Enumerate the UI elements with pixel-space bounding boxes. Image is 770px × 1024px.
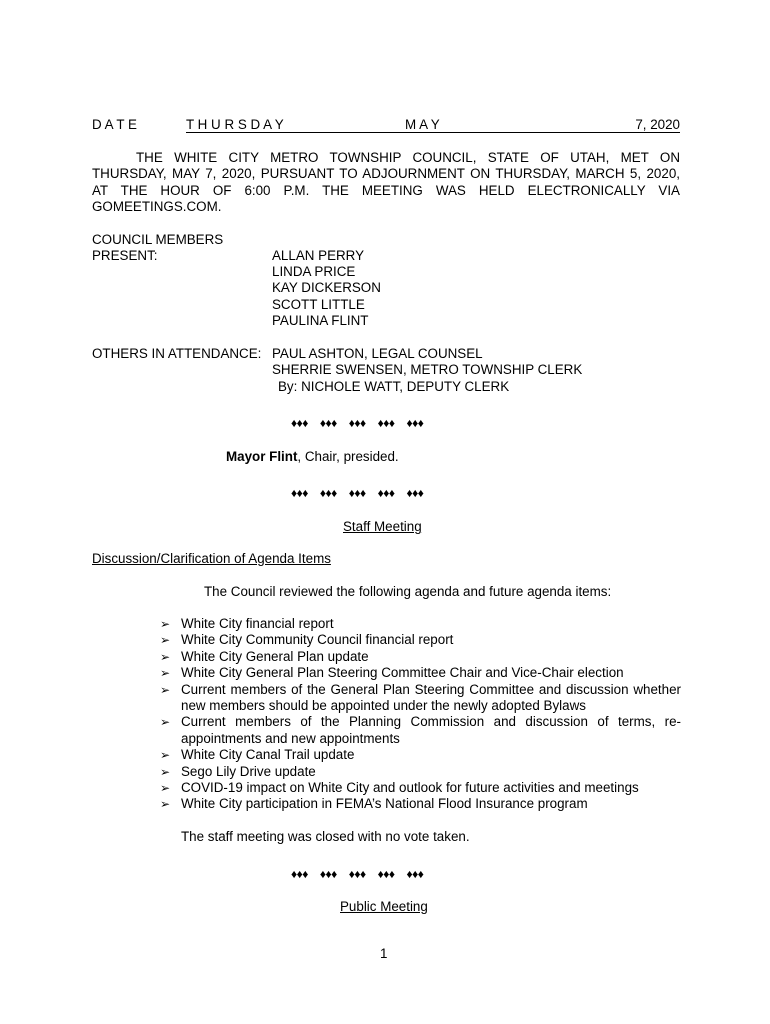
agenda-item-text: White City financial report: [181, 616, 334, 631]
council-label-1: COUNCIL MEMBERS: [92, 232, 224, 247]
date-line: [92, 117, 680, 135]
others-attendee: SHERRIE SWENSEN, METRO TOWNSHIP CLERK: [272, 362, 583, 377]
intro-paragraph: [92, 150, 680, 216]
agenda-list: [160, 616, 681, 813]
page-number: 1: [380, 946, 388, 961]
others-attendee: By: NICHOLE WATT, DEPUTY CLERK: [278, 379, 510, 394]
arrow-bullet-icon: ➢: [160, 633, 171, 648]
agenda-item-text: appointments and new appointments: [181, 730, 400, 746]
date-day-underline: [186, 132, 294, 133]
agenda-item-text: White City Community Council financial report: [181, 632, 454, 648]
diamond-group: ♦♦♦: [377, 867, 395, 881]
agenda-item: [160, 649, 681, 665]
council-member: KAY DICKERSON: [272, 280, 381, 295]
diamond-separator: [291, 485, 435, 501]
council-member: LINDA PRICE: [272, 264, 356, 279]
diamond-group: ♦♦♦: [377, 416, 395, 430]
diamond-group: ♦♦♦: [319, 867, 337, 881]
council-member: ALLAN PERRY: [272, 248, 365, 263]
arrow-bullet-icon: ➢: [160, 748, 171, 763]
arrow-bullet-icon: ➢: [160, 666, 171, 681]
agenda-item-text: White City Canal Trail update: [181, 747, 355, 763]
intro-line: THURSDAY, MAY 7, 2020, PURSUANT TO ADJOURNMENT ON THURSDAY, MARCH 5, 2020,: [92, 166, 680, 182]
intro-line: GOMEETINGS.COM.: [92, 199, 222, 215]
council-member: SCOTT LITTLE: [272, 297, 365, 312]
agenda-item-text: White City participation in FEMA’s National Flood Insurance program: [181, 796, 588, 812]
agenda-item: [160, 747, 681, 763]
diamond-separator: [291, 866, 435, 882]
diamond-group: ♦♦♦: [377, 486, 395, 500]
diamond-group: ♦♦♦: [319, 486, 337, 500]
presided-line: [226, 449, 399, 465]
discussion-heading: Discussion/Clarification of Agenda Items: [92, 551, 331, 566]
arrow-bullet-icon: ➢: [160, 617, 171, 631]
arrow-bullet-icon: ➢: [160, 797, 171, 812]
presiding-name: Mayor Flint: [226, 449, 298, 464]
diamond-group: ♦♦♦: [291, 867, 308, 881]
diamond-group: ♦♦♦: [348, 867, 366, 881]
agenda-item: [160, 714, 681, 747]
diamond-group: ♦♦♦: [406, 416, 424, 430]
intro-line: THE WHITE CITY METRO TOWNSHIP COUNCIL, STATE OF UTAH, MET ON: [136, 150, 680, 165]
agenda-item: [160, 796, 681, 812]
diamond-group: ♦♦♦: [291, 486, 308, 500]
arrow-bullet-icon: ➢: [160, 781, 171, 796]
agenda-item: [160, 780, 681, 796]
agenda-item-text: new members should be appointed under the newly adopted Bylaws: [181, 698, 586, 714]
date-month: M A Y: [405, 117, 440, 132]
staff-meeting-heading: Staff Meeting: [343, 519, 422, 534]
diamond-separator: [291, 415, 435, 431]
date-underline: [294, 132, 680, 133]
arrow-bullet-icon: ➢: [160, 649, 171, 664]
closing-text: The staff meeting was closed with no vote taken.: [181, 829, 470, 844]
council-label-2: PRESENT:: [92, 248, 158, 263]
arrow-bullet-icon: ➢: [160, 764, 171, 779]
date-day: T H U R S D A Y: [186, 117, 284, 132]
diamond-group: ♦♦♦: [406, 867, 424, 881]
council-member: PAULINA FLINT: [272, 313, 369, 328]
agenda-item: [160, 665, 681, 681]
date-value: 7, 2020: [635, 117, 680, 132]
review-text: The Council reviewed the following agenda and future agenda items:: [204, 584, 612, 599]
intro-line: AT THE HOUR OF 6:00 P.M. THE MEETING WAS HELD ELECTRONICALLY VIA: [92, 182, 680, 198]
agenda-item: [160, 682, 681, 715]
public-meeting-heading: Public Meeting: [340, 899, 428, 914]
agenda-item-text: COVID-19 impact on White City and outlook for future activities and meetings: [181, 780, 639, 796]
diamond-group: ♦♦♦: [348, 416, 366, 430]
others-label: OTHERS IN ATTENDANCE:: [92, 346, 262, 361]
agenda-item: [160, 616, 681, 632]
diamond-group: ♦♦♦: [319, 416, 337, 430]
agenda-item: [160, 632, 681, 648]
agenda-item-text: White City General Plan update: [181, 648, 369, 664]
agenda-item-text: Sego Lily Drive update: [181, 763, 316, 779]
agenda-item: [160, 764, 681, 780]
agenda-item-text: Current members of the General Plan Steering Committee and discussion whether: [181, 681, 681, 697]
date-label: D A T E: [92, 117, 137, 132]
arrow-bullet-icon: ➢: [160, 682, 171, 697]
diamond-group: ♦♦♦: [291, 416, 308, 430]
diamond-group: ♦♦♦: [348, 486, 366, 500]
arrow-bullet-icon: ➢: [160, 715, 171, 730]
presided-rest: , Chair, presided.: [297, 449, 399, 464]
agenda-item-text: Current members of the Planning Commission and discussion of terms, re-: [181, 714, 681, 730]
others-attendee: PAUL ASHTON, LEGAL COUNSEL: [272, 346, 483, 361]
diamond-group: ♦♦♦: [406, 486, 424, 500]
agenda-item-text: White City General Plan Steering Committee Chair and Vice-Chair election: [181, 665, 624, 681]
